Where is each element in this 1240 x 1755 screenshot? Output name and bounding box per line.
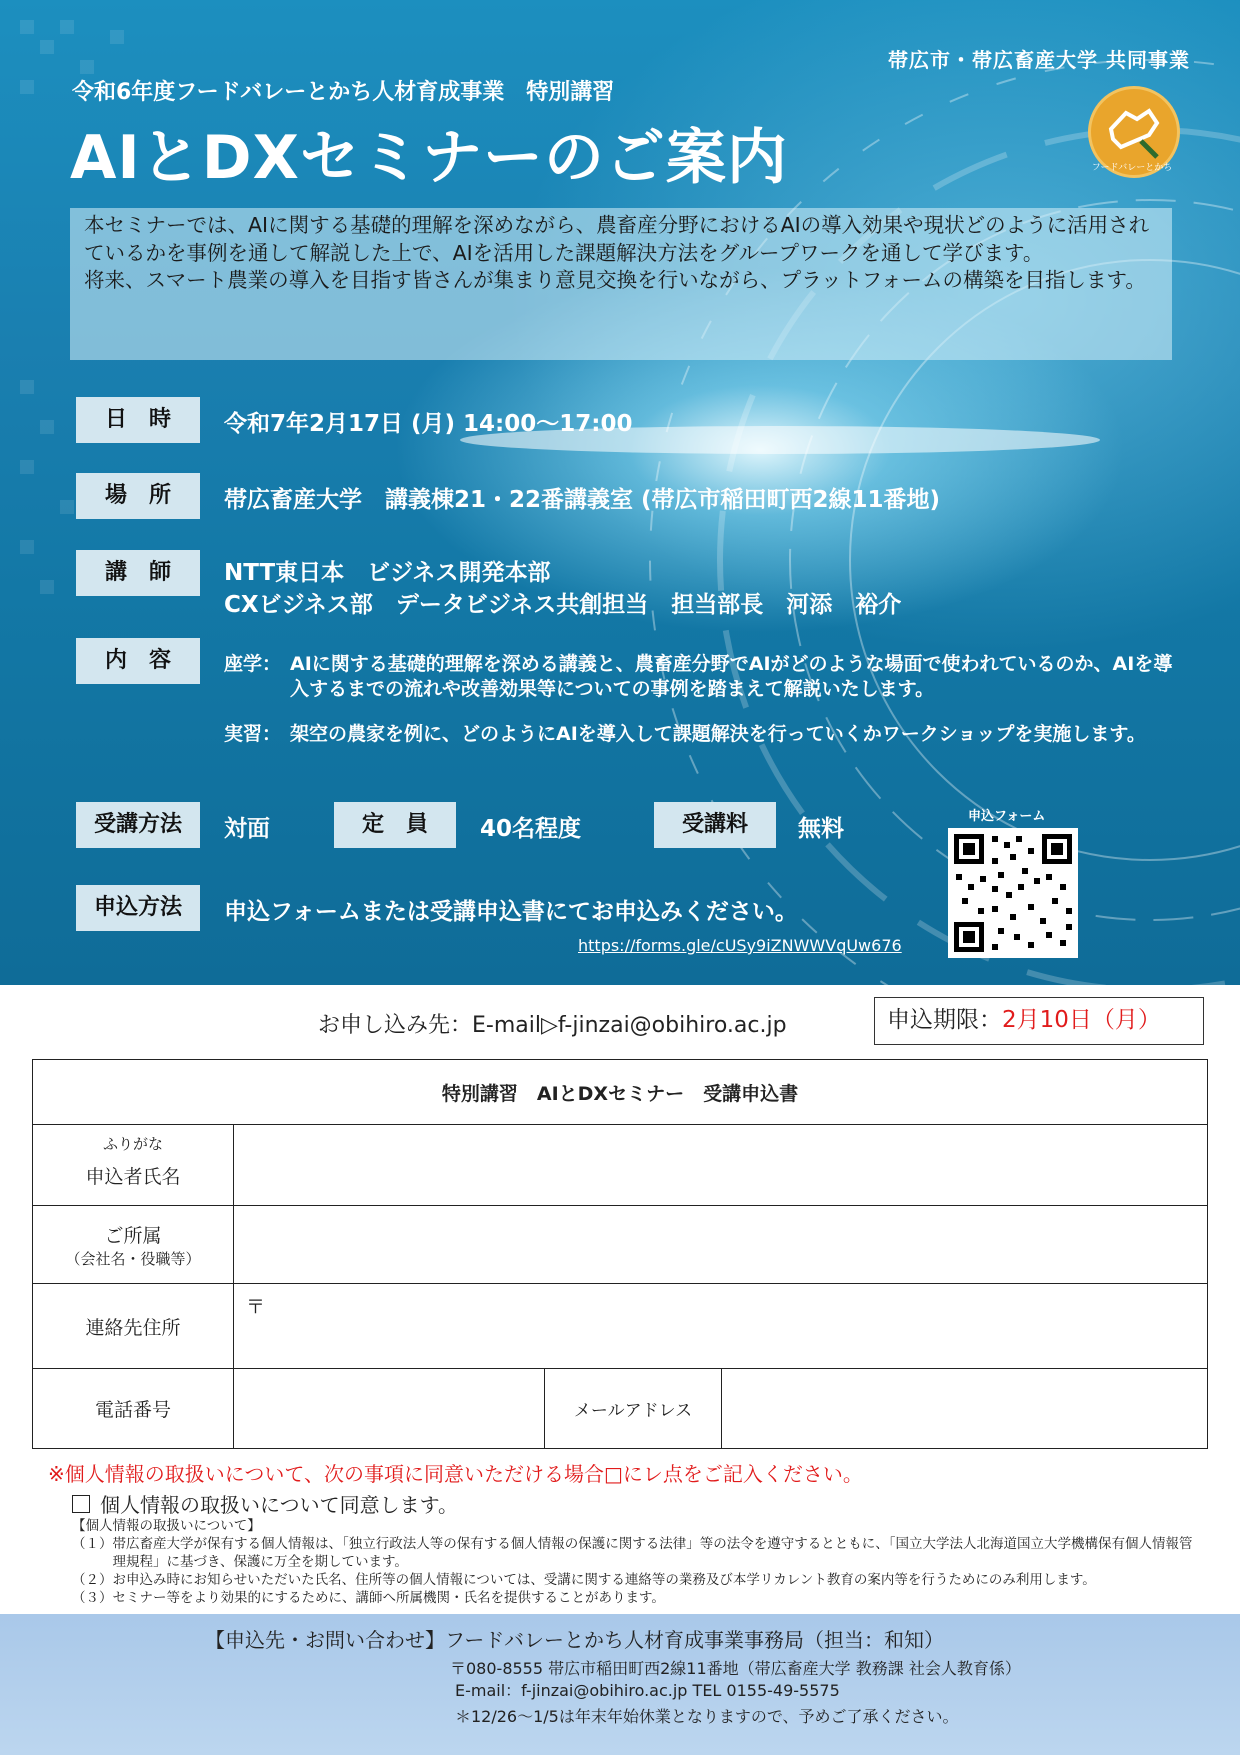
phone-field[interactable] — [234, 1369, 545, 1449]
privacy-item-1: 帯広畜産大学が保有する個人情報は、「独立行政法人等の保有する個人情報の保護に関する法律」等の法令を遵守するとともに、「国立大学法人北海道国立大学機構保有個人情報管理規程」に基づき、保護に万全を期しています。 — [112, 1536, 1193, 1570]
phone-label: 電話番号 — [33, 1369, 234, 1449]
consent-checkbox[interactable] — [72, 1495, 90, 1513]
logo-caption: フードバレーとかち — [1091, 163, 1173, 173]
form-title: 特別講習 AIとDXセミナー 受講申込書 — [33, 1060, 1208, 1125]
content-lecture-text: AIに関する基礎的理解を深める講義と、農畜産分野でAIがどのような場面で使われているのか、AIを導入するまでの流れや改善効果等についての事例を踏まえて解説いたします。 — [290, 653, 1173, 700]
affiliation-label: ご所属 — [104, 1224, 162, 1247]
lecturer-label: 講 師 — [76, 550, 200, 596]
deadline-date: 2月10日（月） — [1002, 1007, 1161, 1033]
address-label: 連絡先住所 — [33, 1284, 234, 1369]
datetime-label: 日 時 — [76, 397, 200, 443]
fee-label: 受講料 — [654, 802, 776, 848]
privacy-item-2-number: （２） — [72, 1572, 113, 1588]
furigana-label: ふりがな — [102, 1135, 163, 1153]
postal-mark: 〒 — [246, 1296, 266, 1318]
apply-value: 申込フォームまたは受講申込書にてお申込みください。 — [224, 899, 798, 925]
consent-checkbox-label: 個人情報の取扱いについて同意します。 — [100, 1493, 458, 1517]
content-practice — [224, 722, 1184, 747]
content-lecture — [224, 652, 1184, 702]
footer-inquiry-title: 【申込先・お問い合わせ】フードバレーとかち人材育成事業事務局（担当：和知） — [205, 1628, 944, 1652]
privacy-item-3-number: （３） — [72, 1590, 113, 1606]
email-label: メールアドレス — [545, 1369, 722, 1449]
intro-paragraph-1: 本セミナーでは、AIに関する基礎的理解を深めながら、農畜産分野におけるAIの導入効果や現状どのように活用されているかを事例を通して解説した上で、AIを活用した課題解決方法をグループワークを通して学びます。 — [84, 213, 1150, 265]
method-label: 受講方法 — [76, 802, 200, 848]
content-practice-text: 架空の農家を例に、どのようにAIを導入して課題解決を行っていくかワークショップを実施します。 — [290, 723, 1146, 745]
application-form-table — [32, 1059, 1208, 1449]
content-lecture-key: 座学： — [224, 653, 282, 675]
address-field[interactable] — [234, 1284, 1208, 1369]
affiliation-sublabel: （会社名・役職等） — [65, 1249, 201, 1268]
datetime-value: 令和7年2月17日 (月) 14:00～17:00 — [224, 411, 633, 437]
name-label-cell — [33, 1125, 234, 1206]
place-value: 帯広畜産大学 講義棟21・22番講義室 (帯広市稲田町西2線11番地) — [224, 487, 941, 513]
page-title: AIとDXセミナーのご案内 — [70, 123, 788, 193]
name-field[interactable] — [234, 1125, 1208, 1206]
lecturer-line-2: CXビジネス部 データビジネス共創担当 担当部長 河添 裕介 — [224, 592, 902, 618]
intro-box — [70, 208, 1172, 360]
intro-paragraph-2: 将来、スマート農業の導入を目指す皆さんが集まり意見交換を行いながら、プラットフォームの構築を目指します。 — [84, 268, 1146, 292]
privacy-notes — [72, 1517, 1202, 1607]
privacy-item-2: お申込み時にお知らせいただいた氏名、住所等の個人情報については、受講に関する連絡等の業務及び本学リカレント教育の案内等を行うためにのみ利用します。 — [112, 1572, 1096, 1588]
qr-code-icon — [948, 828, 1078, 958]
contact-email-line: お申し込み先：E-mail▷f-jinzai@obihiro.ac.jp — [318, 1013, 787, 1038]
name-label: 申込者氏名 — [85, 1166, 181, 1188]
affiliation-label-cell — [33, 1206, 234, 1284]
qr-caption: 申込フォーム — [968, 809, 1046, 824]
footer — [0, 1614, 1240, 1755]
deadline-prefix: 申込期限： — [887, 1007, 1002, 1033]
privacy-item-1-number: （１） — [72, 1536, 113, 1552]
apply-label: 申込方法 — [76, 885, 200, 931]
fee-value: 無料 — [798, 816, 844, 842]
deadline-box — [874, 997, 1204, 1045]
lecturer-line-1: NTT東日本 ビジネス開発本部 — [224, 560, 551, 586]
joint-project-label: 帯広市・帯広畜産大学 共同事業 — [888, 48, 1190, 72]
event-subtitle: 令和6年度フードバレーとかち人材育成事業 特別講習 — [72, 80, 615, 105]
place-label: 場 所 — [76, 473, 200, 519]
qr-code[interactable] — [948, 828, 1078, 958]
consent-notice: ※個人情報の取扱いについて、次の事項に同意いただける場合□にレ点をご記入ください。 — [48, 1462, 863, 1486]
content-label: 内 容 — [76, 638, 200, 684]
application-form-link[interactable]: https://forms.gle/cUSy9iZNWWVqUw676 — [578, 936, 902, 955]
capacity-label: 定 員 — [334, 802, 456, 848]
footer-holiday-note: ＊12/26～1/5は年末年始休業となりますので、予めご了承ください。 — [455, 1707, 959, 1726]
privacy-heading: 【個人情報の取扱いについて】 — [72, 1518, 261, 1534]
capacity-value: 40名程度 — [480, 816, 582, 842]
privacy-item-3: セミナー等をより効果的にするために、講師へ所属機関・氏名を提供することがあります。 — [112, 1590, 665, 1606]
footer-address: 〒080-8555 帯広市稲田町西2線11番地（帯広畜産大学 教務課 社会人教育係） — [450, 1659, 1021, 1678]
method-value: 対面 — [224, 816, 270, 842]
footer-contact: E-mail：f-jinzai@obihiro.ac.jp TEL 0155-49-5575 — [455, 1681, 840, 1700]
content-practice-key: 実習： — [224, 723, 282, 745]
consent-checkbox-row[interactable] — [72, 1489, 458, 1518]
affiliation-field[interactable] — [234, 1206, 1208, 1284]
email-field[interactable] — [722, 1369, 1208, 1449]
